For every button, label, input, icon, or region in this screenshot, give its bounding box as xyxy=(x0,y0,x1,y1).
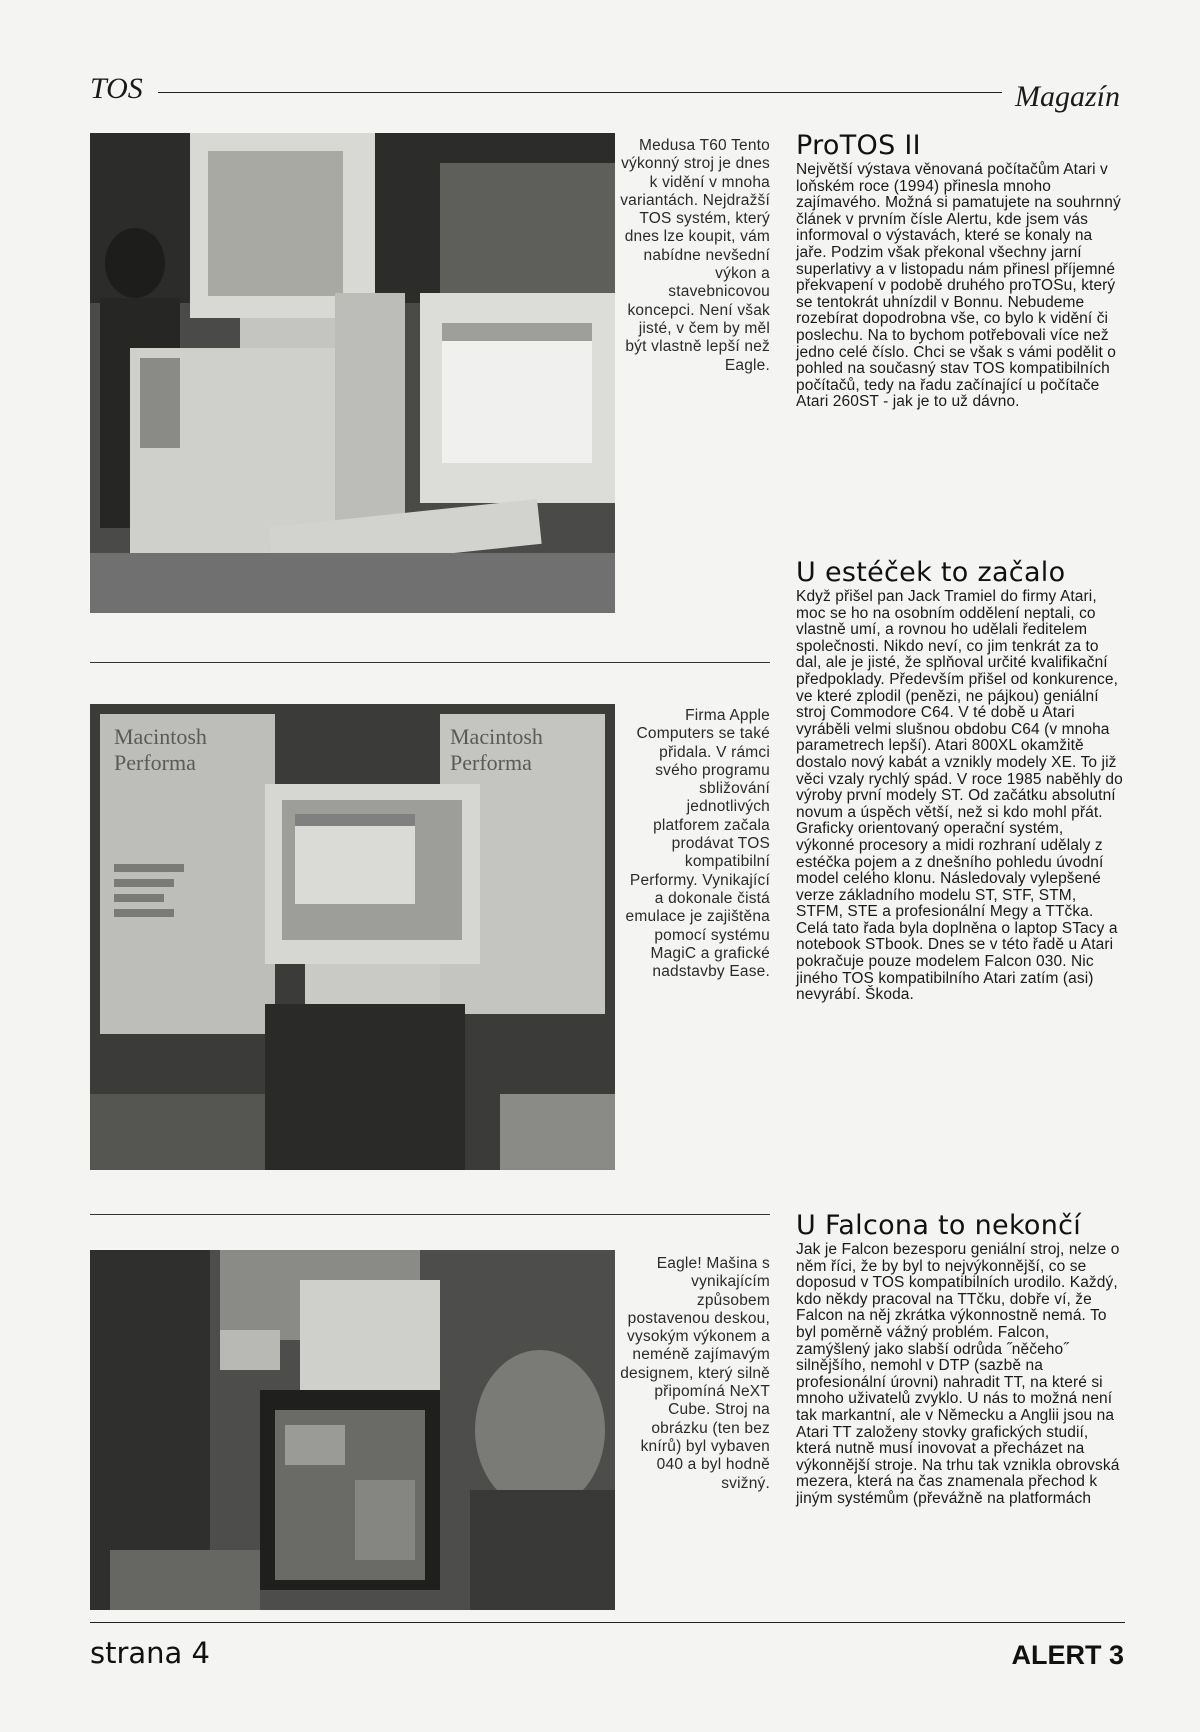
issue-label: ALERT 3 xyxy=(1011,1640,1124,1670)
divider-2 xyxy=(90,1214,770,1215)
article-section-falcon xyxy=(796,1210,1124,1508)
caption-eagle: Eagle! Mašina s vynikajícím způsobem postavenou deskou, vysokým výkonem a neméně zajímavým designem, který silně připomíná NeXT Cube. Stroj na obrázku (ten bez knírů) byl vybaven 040 a byl hodně svižný. xyxy=(620,1255,770,1492)
header-section-name: TOS xyxy=(90,72,143,105)
divider-1 xyxy=(90,662,770,663)
body-st: Když přišel pan Jack Tramiel do firmy Atari, moc se ho na osobním oddělení neptali, co vlastně umí, a rovnou ho udělali ředitelem společnosti. Nikdo neví, co jim tenkrát za to dal, ale je jisté, že splňoval určité kvalifikační předpoklady. Především přišel od konkurence, ve které zplodil (penězi, ne pájkou) geniální stroj Commodore C64. V té době u Atari vyráběli velmi slušnou obdobu C64 (v mnoha parametrech lepší). Atari 800XL okamžitě dostalo nový kabát a vznikly modely XE. To již věci vzaly rychlý spád. V roce 1985 naběhly do výroby první modely ST. Od začátku absolutní novum a úspěch větší, než si kdo mohl přát. Graficky orientovaný operační systém, výkonné procesory a midi rozhraní udělaly z estéčka pojem a z dnešního pohledu úvodní model celého klonu. Následovaly vylepšené verze základního modelu ST, STF, STM, STFM, STE a profesionální Megy a TTčka. Celá tato řada byla doplněna o laptop STacy a notebook STbook. Dnes se v této řadě u Atari pokračuje pouze modelem Falcon 030. Nic jiného TOS kompatibilního Atari zatím (asi) nevyrábí. Škoda. xyxy=(796,588,1123,1004)
body-protos: Největší výstava věnovaná počítačům Atari v loňském roce (1994) přinesla mnoho zajímavého. Možná si pamatujete na souhrnný článek v prvním čísle Alertu, kde jsem vás informoval o výstavách, které se konaly na jaře. Podzim však překonal všechny jarní superlativy a v listopadu nám přinesl příjemné překvapení v podobě druhého proTOSu, který se tentokrát uhnízdil v Bonnu. Nebudeme rozebírat dopodrobna vše, co bylo k vidění či poslechu. Na to bychom potřebovali více než jedno celé číslo. Chci se však s vámi podělit o pohled na současný stav TOS kompatibilních počítačů, tedy na řadu začínající u počítače Atari 260ST - jak je to už dávno. xyxy=(796,161,1121,411)
photo-medusa-t60-image xyxy=(90,133,615,613)
photo-eagle xyxy=(90,1250,615,1610)
footer-rule xyxy=(90,1622,1125,1623)
sign-text-right-2: Performa xyxy=(450,750,532,775)
page-header xyxy=(90,72,1120,112)
article-section-st xyxy=(796,557,1124,1004)
photo-apple-performa-image xyxy=(90,704,615,1170)
caption-medusa-t60: Medusa T60 Tento výkonný stroj je dnes k vidění v mnoha variantách. Nejdražší TOS systém, který dnes lze koupit, vám nabídne nevšední výkon a stavebnicovou koncepci. Není však jisté, v čem by měl být vlastně lepší než Eagle. xyxy=(620,137,770,374)
heading-st: U estéček to začalo xyxy=(796,557,1066,588)
page-number: strana 4 xyxy=(90,1636,210,1670)
caption-apple-performa: Firma Apple Computers se také přidala. V rámci svého programu sbližování jednotlivých platforem začala prodávat TOS kompatibilní Performy. Vynikající a dokonale čistá emulace je zajištěna pomocí systému MagiC a grafické nadstavby Ease. xyxy=(625,707,770,981)
sign-text-left-2: Performa xyxy=(114,750,196,775)
body-falcon: Jak je Falcon bezesporu geniální stroj, nelze o něm říci, že by byl to nejvýkonnější, co se doposud v TOS kompatibilních urodilo. Každý, kdo někdy pracoval na TTčku, dobře ví, že Falcon na něj zkrátka výkonnostně nemá. To byl poměrně vážný problém. Falcon, zamýšlený jako slabší odrůda ˝něčeho˝ silnějšího, nemohl v DTP (sazbě na profesionální úrovni) nahradit TT, na které si mnoho uživatelů zvyklo. U nás to možná není tak markantní, ale v Německu a Anglii jsou na Atari TT založeny stovky grafických studií, která nutně musí inovovat a přecházet na výkonnější stroje. Na trhu tak vznikla obrovská mezera, která na čas znamenala přechod k jiným systémům (převážně na platformách xyxy=(796,1241,1120,1507)
photo-medusa-t60 xyxy=(90,133,615,613)
article-section-protos xyxy=(796,130,1124,411)
sign-text-left-1: Macintosh xyxy=(114,724,207,749)
heading-falcon: U Falcona to nekončí xyxy=(796,1210,1082,1241)
header-magazine-name: Magazín xyxy=(1015,80,1120,113)
heading-protos: ProTOS II xyxy=(796,130,921,161)
sign-text-right-1: Macintosh xyxy=(450,724,543,749)
photo-eagle-image xyxy=(90,1250,615,1610)
photo-apple-performa xyxy=(90,704,615,1170)
header-rule xyxy=(158,92,1002,93)
